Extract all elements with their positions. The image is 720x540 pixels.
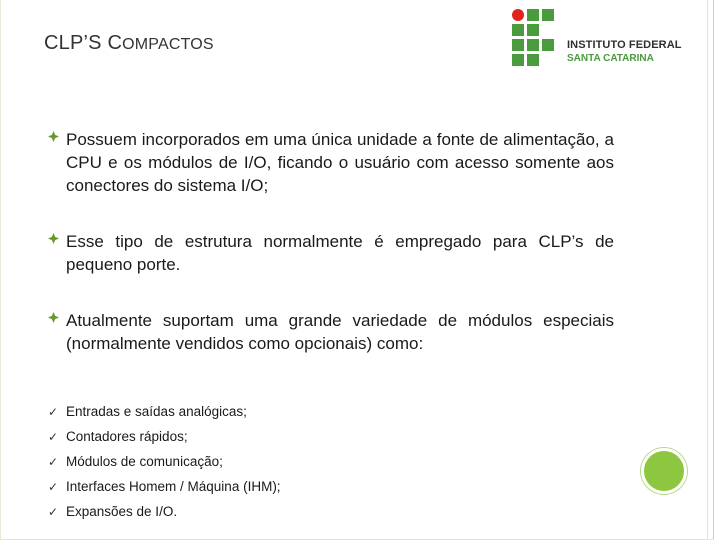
check-text: Expansões de I/O. bbox=[66, 504, 178, 519]
ifsc-logo-icon bbox=[511, 8, 557, 70]
bullet-text: Atualmente suportam uma grande variedade de módulos especiais (normalmente vendidos como opcionais) como: bbox=[66, 311, 614, 353]
diamond-bullet-icon bbox=[48, 131, 59, 142]
check-text: Módulos de comunicação; bbox=[66, 454, 223, 469]
slide-border-right-inner bbox=[707, 0, 708, 540]
logo-line2: SANTA CATARINA bbox=[567, 53, 654, 64]
bullet-list bbox=[48, 128, 614, 355]
checkmark-icon: ✓ bbox=[48, 480, 59, 494]
check-list bbox=[48, 402, 448, 527]
bullet-text: Esse tipo de estrutura normalmente é empregado para CLP’s de pequeno porte. bbox=[66, 232, 614, 274]
check-item bbox=[48, 427, 448, 452]
ifsc-logo bbox=[511, 8, 686, 70]
slide-border-right bbox=[713, 0, 714, 540]
slide-border-left bbox=[0, 0, 1, 540]
checkmark-icon: ✓ bbox=[48, 505, 59, 519]
checkmark-icon: ✓ bbox=[48, 455, 59, 469]
slide-title-prefix: CLP’S C bbox=[44, 32, 123, 54]
diamond-bullet-icon bbox=[48, 233, 59, 244]
ifsc-logo-text bbox=[567, 39, 682, 65]
logo-line1: INSTITUTO FEDERAL bbox=[567, 39, 682, 51]
bullet-item bbox=[48, 309, 614, 355]
decorative-green-circle bbox=[641, 448, 687, 494]
check-text: Entradas e saídas analógicas; bbox=[66, 404, 247, 419]
check-item bbox=[48, 477, 448, 502]
slide-title bbox=[44, 32, 214, 55]
check-text: Contadores rápidos; bbox=[66, 429, 188, 444]
checkmark-icon: ✓ bbox=[48, 430, 59, 444]
check-item bbox=[48, 402, 448, 427]
bullet-item bbox=[48, 230, 614, 276]
diamond-bullet-icon bbox=[48, 312, 59, 323]
check-item bbox=[48, 452, 448, 477]
checkmark-icon: ✓ bbox=[48, 405, 59, 419]
check-item bbox=[48, 502, 448, 527]
bullet-item bbox=[48, 128, 614, 197]
slide-title-rest: OMPACTOS bbox=[122, 36, 214, 53]
check-text: Interfaces Homem / Máquina (IHM); bbox=[66, 479, 281, 494]
bullet-text: Possuem incorporados em uma única unidade a fonte de alimentação, a CPU e os módulos de I/O, ficando o usuário com acesso somente aos conectores do sistema I/O; bbox=[66, 130, 614, 195]
